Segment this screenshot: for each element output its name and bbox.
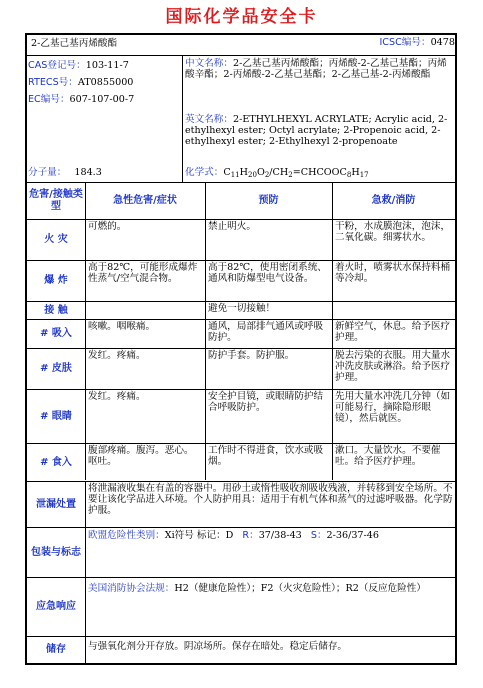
skin-prevention: 防护手套。防护服。 — [208, 350, 295, 361]
header-prevention: 预防 — [258, 194, 279, 206]
r-phrase-label: R： — [242, 530, 259, 541]
ec-value: 607-107-00-7 — [69, 94, 135, 105]
rtecs-number — [28, 77, 180, 88]
emergency-text — [86, 580, 455, 635]
icsc-value: 0478 — [430, 37, 455, 48]
row-label-skin: # 皮肤 — [40, 363, 72, 374]
fire-aid: 干粉，水成膜泡沫，泡沫，二氧化碳。细雾状水。 — [335, 221, 451, 243]
row-label-inhalation: # 吸入 — [40, 328, 72, 339]
eyes-aid: 先用大量水冲洗几分钟（如可能易行，摘除隐形眼镜），然后就医。 — [335, 391, 451, 424]
exposure-prevention: 避免一切接触！ — [208, 303, 276, 314]
ingestion-prevention: 工作时不得进食，饮水或吸烟。 — [208, 445, 324, 467]
en-name-label: 英文名称： — [185, 114, 233, 125]
spill-text: 将泄漏液收集在有盖的容器中。用砂土或惰性吸收剂吸收残液，并转移到安全场所。不要让该化学品进入环境。个人防护用具：适用于有机气体和蒸气的过滤呼吸器。化学防护服。 — [88, 483, 453, 516]
eyes-hazard: 发红。疼痛。 — [88, 391, 146, 402]
row-label-ingestion: # 食入 — [40, 456, 72, 468]
fire-hazard: 可燃的。 — [88, 221, 127, 232]
row-label-exposure: 接 触 — [44, 304, 68, 316]
ingestion-aid: 漱口。大量饮水。不要催吐。给予医疗护理。 — [335, 445, 441, 467]
header-symptoms: 急性危害/症状 — [113, 194, 177, 206]
s-phrase-label: S： — [310, 530, 327, 541]
header-first-aid: 急救/消防 — [371, 194, 416, 206]
cas-value: 103-11-7 — [85, 60, 129, 71]
spill-label: 泄漏处置 — [36, 498, 76, 510]
package-label: 包装与标志 — [31, 546, 81, 558]
cn-name-value: 2-乙基己基丙烯酸酯；丙烯酸-2-乙基己基酯；丙烯酸辛酯；2-丙烯酸-2-乙基己基酯；2-乙基己基-2-丙烯酸酯 — [185, 58, 447, 80]
row-label-explosion: 爆 炸 — [44, 275, 68, 286]
chemical-formula: 化学式：$C_{11}H_{20}O_2/CH_2=CHCOOC_8H_{17}$ — [185, 167, 369, 179]
package-text — [86, 529, 455, 575]
storage-text: 与强氧化剂分开存放。阴凉场所。保存在暗处。稳定后储存。 — [88, 641, 348, 652]
ingestion-hazard: 腹部疼痛。腹泻。恶心。呕吐。 — [88, 445, 194, 467]
eyes-prevention: 安全护目镜，或眼睛防护结合呼吸防护。 — [208, 391, 324, 413]
nfpa-label: 美国消防协会法规： — [88, 583, 175, 594]
eu-class-label: 欧盟危险性类别： — [88, 530, 165, 541]
ec-label: EC编号： — [28, 94, 70, 105]
chinese-name — [185, 58, 453, 80]
rtecs-value: AT0855000 — [77, 77, 134, 88]
row-label-eyes: # 眼睛 — [40, 410, 72, 422]
r-phrase-value: 37/38-43 — [258, 530, 302, 541]
explosion-aid: 着火时，喷雾状水保持料桶等冷却。 — [335, 262, 451, 284]
cas-number — [28, 60, 180, 71]
explosion-hazard: 高于82℃，可能形成爆炸性蒸气/空气混合物。 — [88, 262, 198, 284]
mw-label: 分子量： — [28, 167, 67, 178]
exposure-aid — [333, 302, 455, 318]
storage-label: 储存 — [46, 644, 66, 655]
skin-hazard: 发红。疼痛。 — [88, 350, 146, 361]
molecular-weight — [28, 167, 180, 178]
row-label-fire: 火 灾 — [44, 234, 68, 245]
skin-aid: 脱去污染的衣服。用大量水冲洗皮肤或淋浴。给予医疗护理。 — [335, 350, 451, 383]
nfpa-value: H2（健康危险性）；F2（火灾危险性）；R2（反应危险性） — [174, 583, 426, 594]
en-name-value: 2-ETHYLHEXYL ACRYLATE; Acrylic acid, 2-ethylhexyl ester; Octyl acrylate; 2-Propenoic acid, 2-ethylhexyl ester; 2-Ethylhexyl 2-propenoate — [185, 114, 448, 147]
cas-label: CAS登记号： — [28, 60, 86, 71]
mw-value: 184.3 — [74, 167, 102, 178]
fire-prevention: 禁止明火。 — [208, 221, 256, 232]
safety-card — [25, 33, 457, 665]
s-phrase-value: 2-36/37-46 — [326, 530, 379, 541]
cn-name-label: 中文名称： — [185, 58, 233, 69]
inhalation-hazard: 咳嗽。咽喉痛。 — [88, 321, 156, 332]
icsc-number — [327, 37, 455, 53]
icsc-label: ICSC编号： — [379, 37, 431, 48]
header-hazard-type: 危害/接触类型 — [29, 188, 83, 212]
ec-number — [28, 94, 180, 105]
card-title: 国际化学品安全卡 — [165, 7, 318, 27]
exposure-hazard — [86, 302, 205, 318]
explosion-prevention: 高于82℃，使用密闭系统、通风和防爆型电气设备。 — [208, 262, 327, 284]
eu-class-value: Xi符号 标记：D — [164, 530, 234, 541]
inhalation-aid: 新鲜空气，休息。给予医疗护理。 — [335, 321, 451, 343]
emergency-label: 应急响应 — [36, 601, 76, 612]
english-name — [185, 114, 453, 147]
inhalation-prevention: 通风，局部排气通风或呼吸防护。 — [208, 321, 324, 343]
chemical-name: 2-乙基己基丙烯酸酯 — [31, 38, 118, 49]
formula-label: 化学式： — [185, 167, 224, 178]
rtecs-label: RTECS号： — [28, 77, 78, 88]
